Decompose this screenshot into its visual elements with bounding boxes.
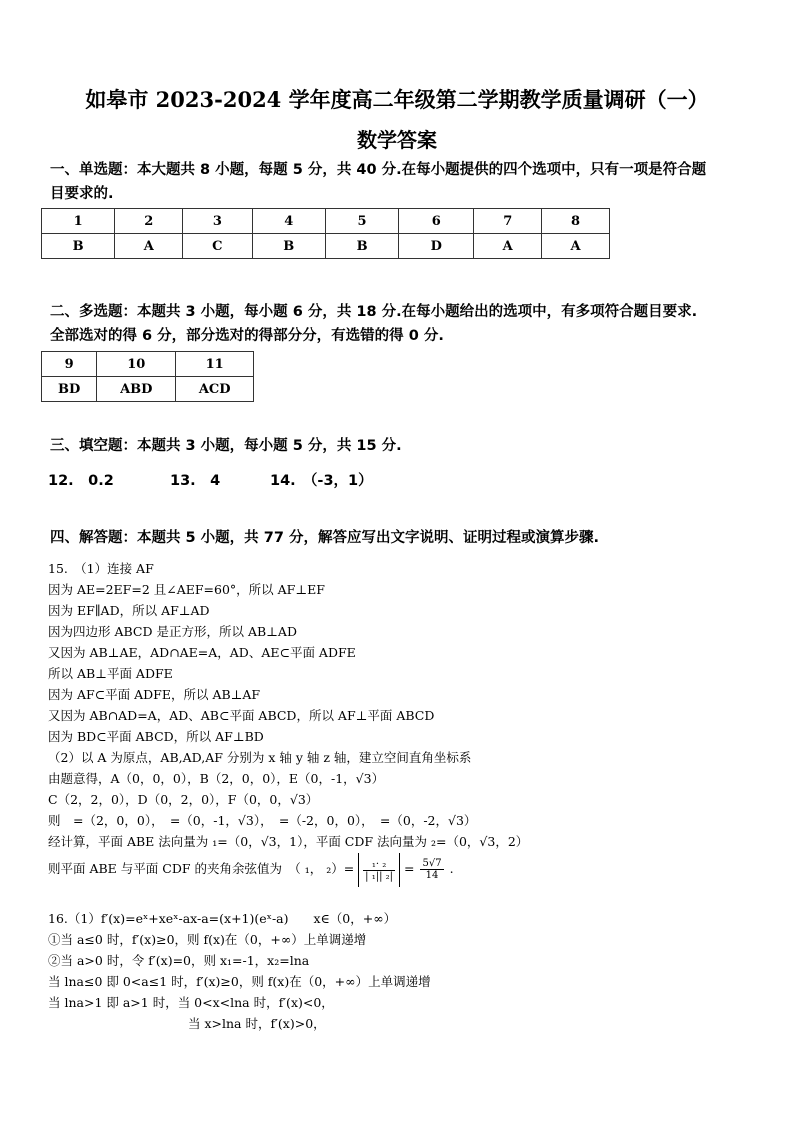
page-title: 如皋市 2023-2024 学年度高二年级第二学期教学质量调研（一） <box>85 87 709 112</box>
solution-line: 因为 EF∥AD，所以 AF⊥AD <box>48 603 210 618</box>
table-row-numbers <box>42 352 254 377</box>
solution-line: 当 x>lna 时，f′(x)>0， <box>188 1016 326 1031</box>
solution-line: 16.（1）f′(x)=eˣ+xeˣ-ax-a=(x+1)(eˣ-a) x∈（0，+∞） <box>48 911 397 926</box>
solution-line-cosine: 则平面 ABE 与平面 CDF 的夹角余弦值为 （ ₁， ₂）= $\frac{\text{₁· ₂}}{\text{| ₁|| ₂|}}$ = $\frac{5√7}{14}$ . <box>48 852 768 886</box>
solution-line: C（2，2，0），D（0，2，0），F（0，0，√3） <box>48 792 319 807</box>
solution-line: 15. （1）连接 AF <box>48 561 154 576</box>
table-cell: ACD <box>176 377 254 402</box>
solution-line: 当 lna>1 即 a>1 时，当 0<x<lna 时，f′(x)<0， <box>48 995 334 1010</box>
section-single-choice-heading: 一、单选题：本大题共 8 小题，每题 5 分，共 40 分.在每小题提供的四个选项中，只有一项是符合题 目要求的. <box>50 162 707 202</box>
section-fill-blank-heading: 三、填空题：本题共 3 小题，每小题 5 分，共 15 分. <box>50 438 402 454</box>
solution-line: 因为 BD⊂平面 ABCD，所以 AF⊥BD <box>48 729 264 744</box>
section-solutions-heading: 四、解答题：本题共 5 小题，共 77 分，解答应写出文字说明、证明过程或演算步骤. <box>50 530 599 546</box>
table-cell: C <box>183 234 252 259</box>
table-cell: 6 <box>399 209 474 234</box>
solution-line: （2）以 A 为原点，AB,AD,AF 分别为 x 轴 y 轴 z 轴，建立空间直角坐标系 <box>48 750 472 765</box>
table-cell: 1 <box>42 209 115 234</box>
fill-answer-13: 13. 4 <box>170 473 221 489</box>
solution-line: 又因为 AB⊥AE，AD∩AE=A，AD、AE⊂平面 ADFE <box>48 645 356 660</box>
multi-choice-answer-table <box>41 351 254 402</box>
table-row-answers <box>42 234 610 259</box>
table-cell: B <box>325 234 398 259</box>
table-cell: 4 <box>252 209 325 234</box>
result-fraction: $\frac{5√7}{14}$ <box>422 858 442 881</box>
table-row-answers <box>42 377 254 402</box>
solution-line: 所以 AB⊥平面 ADFE <box>48 666 173 681</box>
table-row-numbers <box>42 209 610 234</box>
table-cell: 7 <box>474 209 542 234</box>
table-cell: 3 <box>183 209 252 234</box>
solution-line: 因为四边形 ABCD 是正方形，所以 AB⊥AD <box>48 624 297 639</box>
table-cell: 8 <box>542 209 610 234</box>
fill-answer-12: 12. 0.2 <box>48 473 114 489</box>
table-cell: 11 <box>176 352 254 377</box>
question-16-solution <box>48 908 768 1034</box>
solution-line: ②当 a>0 时，令 f′(x)=0，则 x₁=-1，x₂=lna <box>48 953 310 968</box>
table-cell: B <box>42 234 115 259</box>
section-multi-choice-heading: 二、多选题：本题共 3 小题，每小题 6 分，共 18 分.在每小题给出的选项中，有多项符合题目要求. 全部选对的得 6 分，部分选对的得部分分，有选错的得 0 分. <box>50 304 698 344</box>
table-cell: A <box>474 234 542 259</box>
fill-answer-14: 14. （-3，1） <box>270 473 373 489</box>
solution-line: 又因为 AB∩AD=A，AD、AB⊂平面 ABCD，所以 AF⊥平面 ABCD <box>48 708 435 723</box>
table-cell: ABD <box>97 377 176 402</box>
solution-line: 因为 AF⊂平面 ADFE，所以 AB⊥AF <box>48 687 261 702</box>
solution-line: 由题意得，A（0，0，0），B（2，0，0），E（0，-1，√3） <box>48 771 385 786</box>
single-choice-answer-table <box>41 208 610 259</box>
fraction: $\frac{\text{₁· ₂}}{\text{| ₁|| ₂|}}$ <box>365 858 394 882</box>
table-cell: 9 <box>42 352 97 377</box>
table-cell: 5 <box>325 209 398 234</box>
page-subtitle: 数学答案 <box>357 128 437 152</box>
table-cell: 2 <box>115 209 183 234</box>
table-cell: A <box>115 234 183 259</box>
table-cell: D <box>399 234 474 259</box>
question-15-solution <box>48 558 768 886</box>
solution-line: 当 lna≤0 即 0<a≤1 时，f′(x)≥0，则 f(x)在（0，+∞）上单调递增 <box>48 974 431 989</box>
table-cell: B <box>252 234 325 259</box>
solution-line: 则 =（2，0，0）， =（0，-1，√3）， =（-2，0，0）， =（0，-2，√3） <box>48 813 477 828</box>
solution-line: 因为 AE=2EF=2 且∠AEF=60°，所以 AF⊥EF <box>48 582 325 597</box>
table-cell: A <box>542 234 610 259</box>
solution-line: 经计算，平面 ABE 法向量为 ₁=（0，√3，1），平面 CDF 法向量为 ₂=（0，√3，2） <box>48 834 529 849</box>
table-cell: 10 <box>97 352 176 377</box>
table-cell: BD <box>42 377 97 402</box>
abs-value-expression <box>358 853 400 887</box>
solution-line: ①当 a≤0 时，f′(x)≥0，则 f(x)在（0，+∞）上单调递增 <box>48 932 367 947</box>
